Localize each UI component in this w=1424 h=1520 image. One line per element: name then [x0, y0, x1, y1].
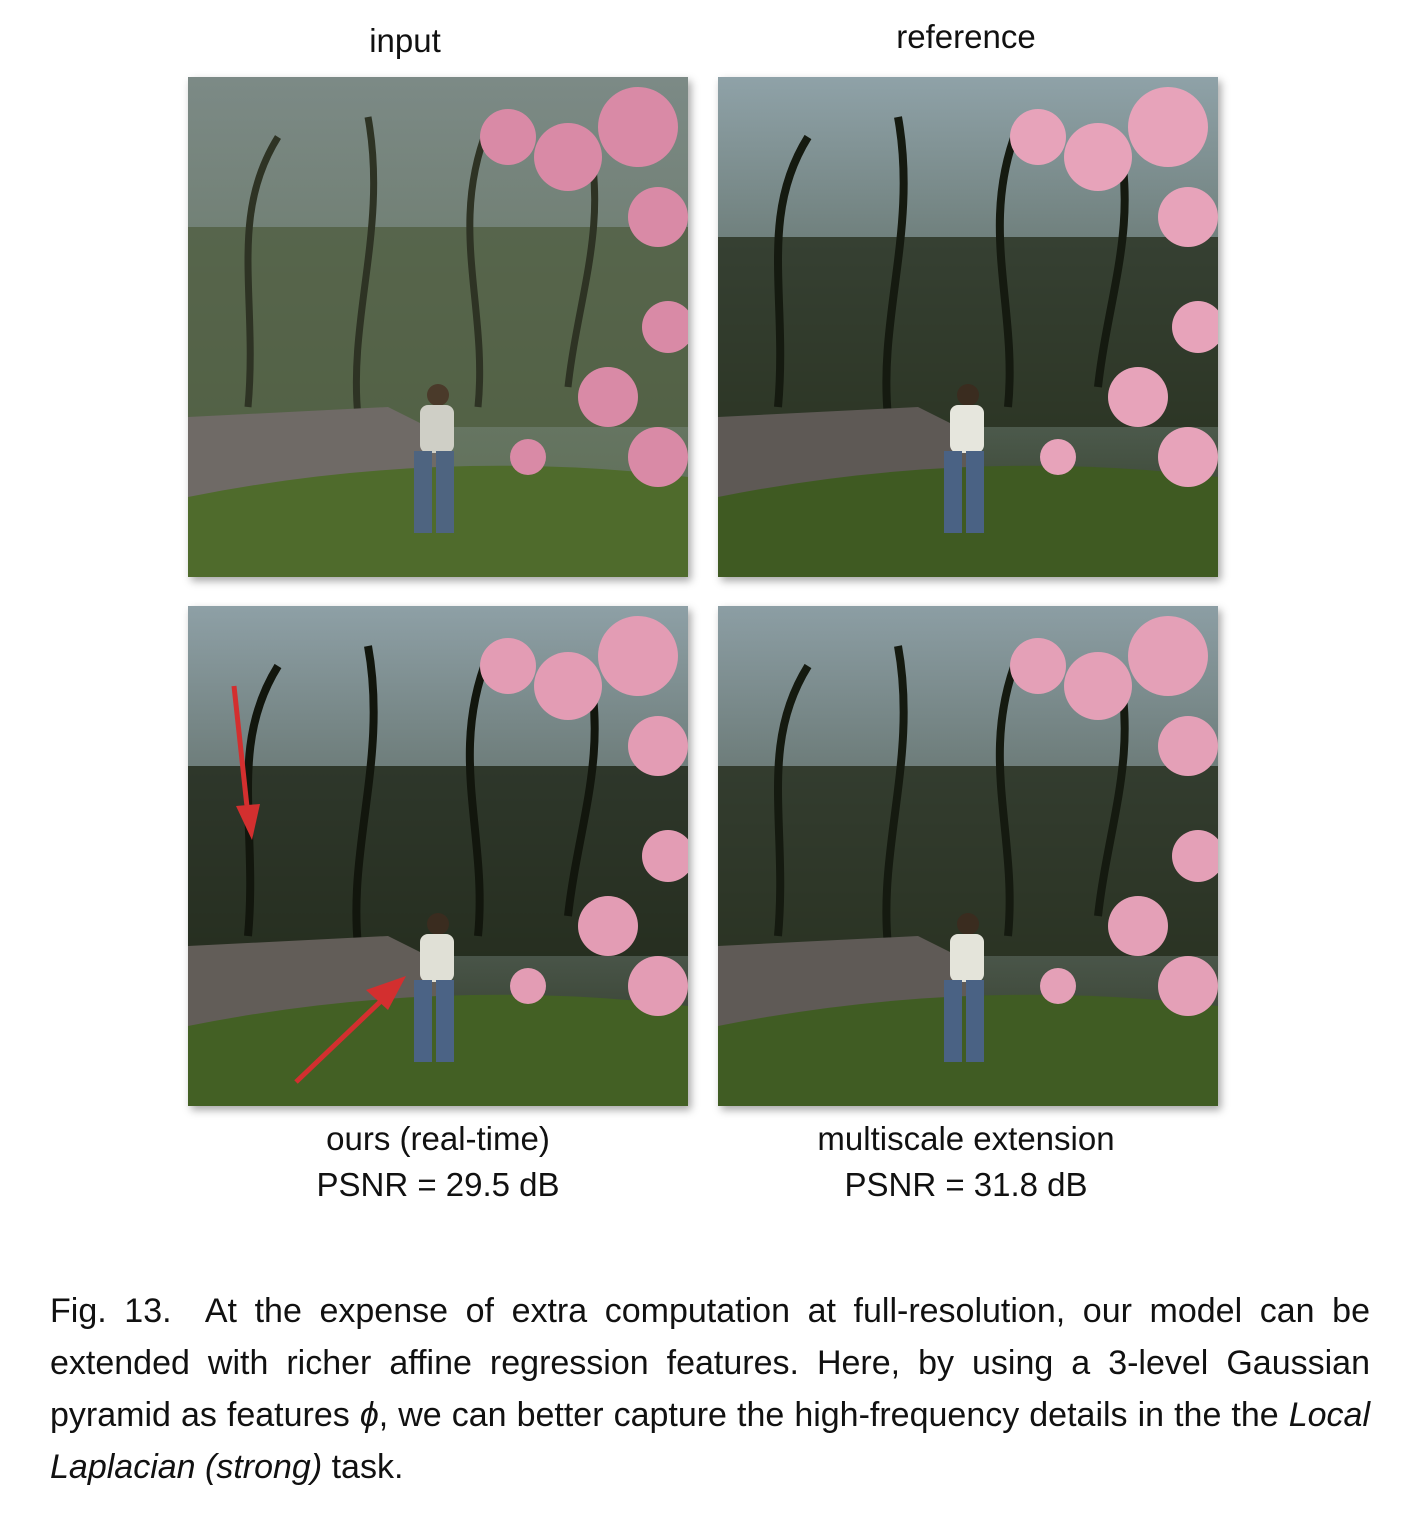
- image-input: [188, 77, 688, 577]
- image-multiscale-extension: [718, 606, 1218, 1106]
- label-multiscale-extension: multiscale extension: [817, 1120, 1115, 1157]
- image-ours-realtime: [188, 606, 688, 1106]
- label-reference: reference: [896, 18, 1036, 55]
- caption-text-1: At the expense of extra computation at full-resolution, our model can be extended with richer affine regression features. Here, by using a 3-level Gaussian pyramid as features: [50, 1292, 1370, 1434]
- figure-caption: [50, 1285, 1370, 1493]
- label-ours-realtime: ours (real-time): [326, 1120, 550, 1157]
- psnr-ours: PSNR = 29.5 dB: [316, 1166, 560, 1203]
- caption-text-3: task.: [322, 1448, 404, 1486]
- image-reference: [718, 77, 1218, 577]
- caption-phi: ϕ: [359, 1396, 379, 1434]
- caption-prefix: Fig. 13.: [50, 1292, 172, 1330]
- label-input: input: [369, 22, 441, 59]
- caption-italic: Local Laplacian (strong): [50, 1396, 1370, 1486]
- psnr-multiscale: PSNR = 31.8 dB: [844, 1166, 1088, 1203]
- caption-text-2: , we can better capture the high-frequency details in the the: [378, 1396, 1289, 1434]
